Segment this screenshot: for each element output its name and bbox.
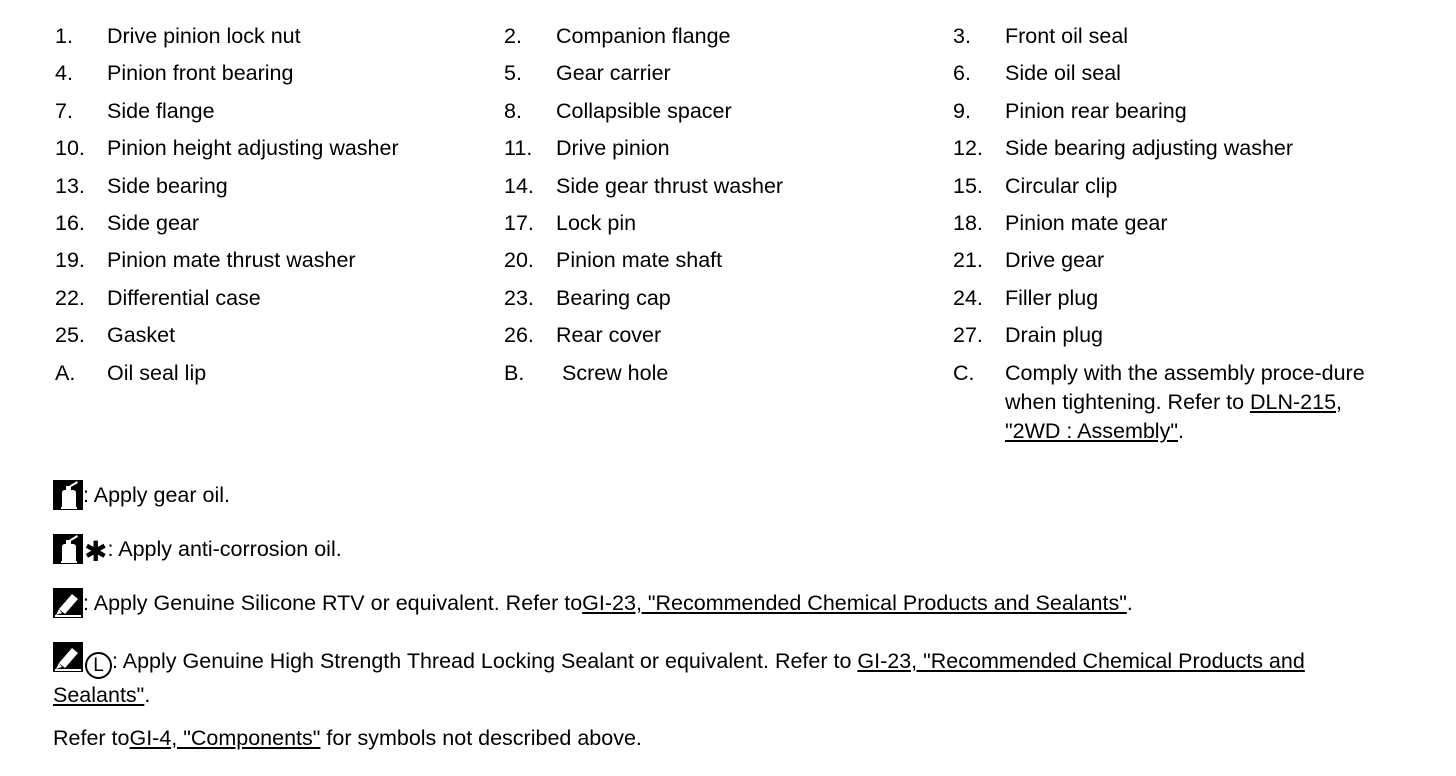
note-text: : Apply Genuine High Strength Thread Locking Sealant or equivalent. Refer to xyxy=(112,649,858,673)
item-number: 5. xyxy=(504,61,522,86)
asterisk-icon: ✱ xyxy=(84,536,108,567)
item-number: B. xyxy=(504,360,525,385)
item-name: Gasket xyxy=(107,323,176,348)
legend-row xyxy=(55,209,1415,246)
item-number: 10. xyxy=(55,136,85,161)
sealant-tube-icon xyxy=(53,588,83,618)
item-number: 11. xyxy=(504,136,533,161)
note-silicone xyxy=(53,588,1133,618)
item-number: 2. xyxy=(504,24,522,48)
item-number: 1. xyxy=(55,24,73,48)
item-name: Rear cover xyxy=(556,323,662,348)
item-name: Gear carrier xyxy=(556,61,671,86)
item-number: 12. xyxy=(953,136,983,161)
item-number: 23. xyxy=(504,285,534,310)
legend-item xyxy=(504,22,953,51)
legend-row xyxy=(55,359,1415,446)
item-name: Companion flange xyxy=(556,24,731,48)
item-name: Collapsible spacer xyxy=(556,98,732,123)
item-number: 22. xyxy=(55,285,85,310)
item-number: C. xyxy=(953,360,975,385)
item-number: 24. xyxy=(953,285,983,310)
legend-item xyxy=(953,22,1393,51)
note-gear-oil xyxy=(53,480,230,510)
legend-row xyxy=(55,97,1415,134)
legend-item xyxy=(504,172,953,201)
item-number: 4. xyxy=(55,61,73,86)
note-text: : Apply anti-corrosion oil. xyxy=(107,537,342,561)
legend-item xyxy=(953,246,1393,275)
item-number: 17. xyxy=(504,210,534,235)
item-name: Pinion rear bearing xyxy=(1005,98,1187,123)
item-name: Drive gear xyxy=(1005,248,1105,273)
note-text: : Apply Genuine Silicone RTV or equivalent. Refer to xyxy=(83,591,583,615)
item-number: 13. xyxy=(55,173,85,198)
item-name: Drive pinion lock nut xyxy=(107,24,301,48)
legend-item xyxy=(55,284,504,313)
legend-item xyxy=(55,134,504,163)
item-name: Differential case xyxy=(107,285,261,310)
item-name: Oil seal lip xyxy=(107,360,207,385)
legend-item xyxy=(953,172,1393,201)
item-name: Side oil seal xyxy=(1005,61,1121,86)
item-name: Drive pinion xyxy=(556,136,670,161)
item-number: 14. xyxy=(504,173,534,198)
oil-can-icon xyxy=(53,534,83,564)
item-number: 21. xyxy=(953,248,983,273)
item-number: 8. xyxy=(504,98,522,123)
legend-item xyxy=(953,59,1393,88)
item-name: Side flange xyxy=(107,98,215,123)
item-name: Screw hole xyxy=(556,360,669,385)
legend-row xyxy=(55,246,1415,283)
legend-item xyxy=(504,97,953,126)
note-text: for symbols not described above. xyxy=(320,726,642,750)
item-name: Bearing cap xyxy=(556,285,671,310)
item-number: 6. xyxy=(953,61,971,86)
item-number: 16. xyxy=(55,210,85,235)
item-number: 3. xyxy=(953,24,971,48)
legend-item xyxy=(55,321,504,350)
item-name xyxy=(1005,359,1385,446)
note-anti-corrosion xyxy=(53,534,342,567)
item-name: Lock pin xyxy=(556,210,637,235)
item-name: Side gear thrust washer xyxy=(556,173,784,198)
component-legend xyxy=(55,22,1415,446)
item-name: Pinion mate shaft xyxy=(556,248,723,273)
legend-row xyxy=(55,321,1415,358)
item-number: 7. xyxy=(55,98,73,123)
legend-row xyxy=(55,22,1415,59)
item-number: A. xyxy=(55,360,76,385)
item-number: 26. xyxy=(504,323,534,348)
legend-item xyxy=(504,359,953,388)
legend-item xyxy=(953,209,1393,238)
item-number: 9. xyxy=(953,98,971,123)
legend-row xyxy=(55,284,1415,321)
legend-item xyxy=(504,59,953,88)
note-c-end: . xyxy=(1177,418,1184,443)
item-name: Pinion height adjusting washer xyxy=(107,136,399,161)
note-c-text: Comply with the assembly proce-dure when tightening. Refer to xyxy=(1005,360,1365,414)
recommended-products-link[interactable]: GI-23, "Recommended Chemical Products and Sealants" xyxy=(53,649,1305,707)
item-name: Filler plug xyxy=(1005,285,1099,310)
legend-item xyxy=(953,97,1393,126)
recommended-products-link[interactable]: GI-23, "Recommended Chemical Products and Sealants" xyxy=(582,591,1127,615)
item-number: 18. xyxy=(953,210,983,235)
item-name: Side bearing adjusting washer xyxy=(1005,136,1294,161)
legend-item xyxy=(504,134,953,163)
legend-item xyxy=(504,321,953,350)
note-thread-locking xyxy=(53,642,1388,712)
legend-item xyxy=(55,97,504,126)
legend-item xyxy=(504,209,953,238)
note-end: . xyxy=(1126,591,1133,615)
legend-item xyxy=(953,321,1393,350)
note-text: Refer to xyxy=(53,726,130,750)
legend-row xyxy=(55,59,1415,96)
note-text: : Apply gear oil. xyxy=(83,483,231,507)
item-name: Front oil seal xyxy=(1005,24,1129,48)
legend-item xyxy=(55,209,504,238)
legend-item xyxy=(504,246,953,275)
legend-item xyxy=(55,246,504,275)
item-name: Side bearing xyxy=(107,173,228,198)
legend-item xyxy=(55,359,504,388)
legend-item xyxy=(953,284,1393,313)
legend-row xyxy=(55,134,1415,171)
locking-circle-icon: L xyxy=(85,652,112,679)
components-link[interactable]: GI-4, "Components" xyxy=(129,726,321,750)
note-refer xyxy=(53,723,642,753)
legend-item xyxy=(55,22,504,51)
assembly-link[interactable]: DLN-215, "2WD : Assembly" xyxy=(1005,389,1343,443)
item-number: 25. xyxy=(55,323,85,348)
item-name: Pinion front bearing xyxy=(107,61,294,86)
item-number: 20. xyxy=(504,248,534,273)
item-name: Circular clip xyxy=(1005,173,1118,198)
legend-item xyxy=(55,59,504,88)
note-end: . xyxy=(144,683,151,707)
item-name: Pinion mate thrust washer xyxy=(107,248,356,273)
sealant-tube-icon xyxy=(53,642,83,672)
item-name: Pinion mate gear xyxy=(1005,210,1168,235)
legend-item xyxy=(504,284,953,313)
item-name: Side gear xyxy=(107,210,200,235)
item-number: 15. xyxy=(953,173,983,198)
item-number: 27. xyxy=(953,323,983,348)
item-number: 19. xyxy=(55,248,85,273)
legend-item xyxy=(55,172,504,201)
legend-item xyxy=(953,359,1393,446)
oil-can-icon xyxy=(53,480,83,510)
legend-row xyxy=(55,172,1415,209)
item-name: Drain plug xyxy=(1005,323,1103,348)
legend-item xyxy=(953,134,1393,163)
